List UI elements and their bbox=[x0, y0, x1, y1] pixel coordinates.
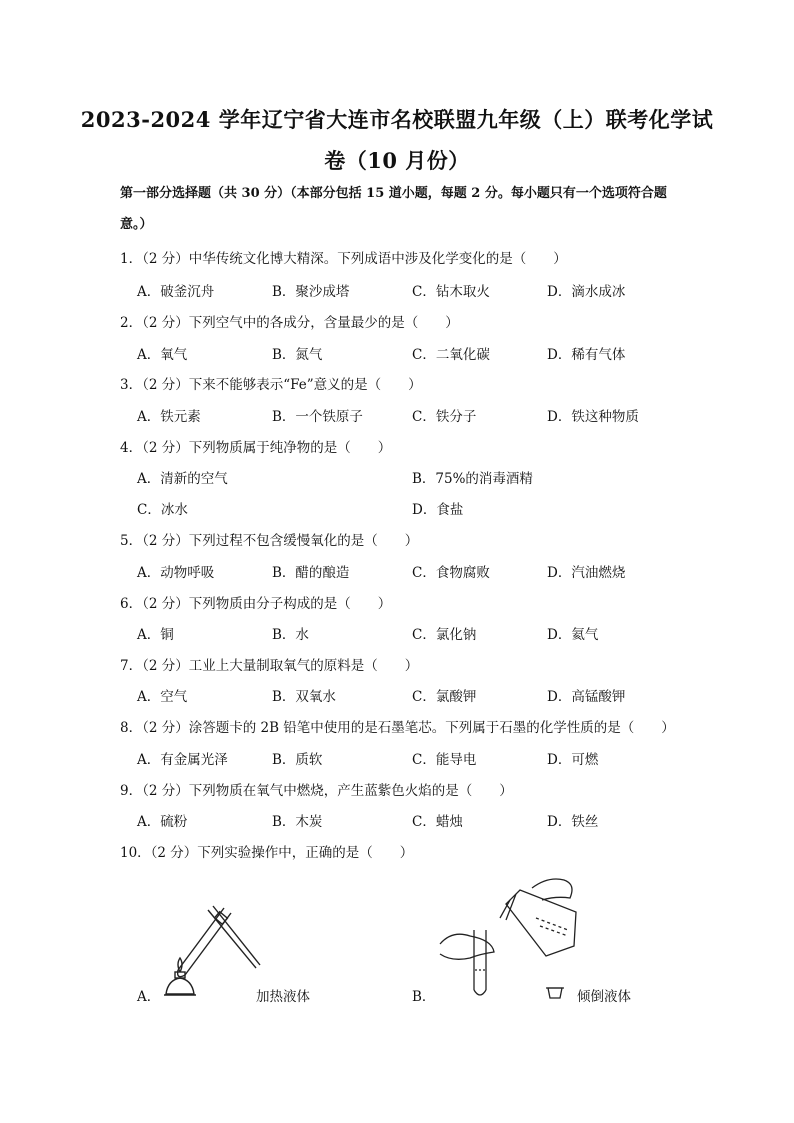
q3-option-d: D．铁这种物质 bbox=[547, 409, 639, 425]
heating-liquid-figure bbox=[158, 898, 268, 1002]
exam-title-line1: 2023-2024 学年辽宁省大连市名校联盟九年级（上）联考化学试 bbox=[80, 107, 714, 132]
pouring-liquid-figure bbox=[436, 874, 586, 1002]
question-4: 4．（2 分）下列物质属于纯净物的是（ ） bbox=[120, 440, 392, 456]
q1-option-a: A．破釜沉舟 bbox=[137, 284, 215, 300]
q1-option-b: B．聚沙成塔 bbox=[272, 284, 350, 300]
q6-option-d: D．氦气 bbox=[547, 627, 599, 643]
q1-option-d: D．滴水成冰 bbox=[547, 284, 626, 300]
question-10: 10．（2 分）下列实验操作中，正确的是（ ） bbox=[120, 845, 414, 861]
q3-option-b: B．一个铁原子 bbox=[272, 409, 363, 425]
q9-option-c: C．蜡烛 bbox=[412, 814, 463, 830]
q5-option-b: B．醋的酿造 bbox=[272, 565, 350, 581]
figure-caption-heating: 加热液体 bbox=[256, 989, 310, 1005]
q4-option-a: A．清新的空气 bbox=[137, 471, 228, 487]
q6-option-a: A．铜 bbox=[137, 627, 174, 643]
q7-option-c: C．氯酸钾 bbox=[412, 689, 477, 705]
q7-option-d: D．高锰酸钾 bbox=[547, 689, 626, 705]
q4-option-d: D．食盐 bbox=[412, 502, 464, 518]
q5-option-c: C．食物腐败 bbox=[412, 565, 490, 581]
q8-option-b: B．质软 bbox=[272, 752, 323, 768]
q7-option-b: B．双氧水 bbox=[272, 689, 336, 705]
q4-option-c: C．冰水 bbox=[137, 502, 188, 518]
q8-option-d: D．可燃 bbox=[547, 752, 599, 768]
q10-option-b: B． bbox=[412, 989, 436, 1005]
q5-option-d: D．汽油燃烧 bbox=[547, 565, 626, 581]
q8-option-a: A．有金属光泽 bbox=[137, 752, 228, 768]
q8-option-c: C．能导电 bbox=[412, 752, 477, 768]
q2-option-c: C．二氧化碳 bbox=[412, 347, 490, 363]
question-2: 2．（2 分）下列空气中的各成分，含量最少的是（ ） bbox=[120, 315, 459, 331]
q9-option-b: B．木炭 bbox=[272, 814, 323, 830]
section-instructions: 第一部分选择题（共 30 分）（本部分包括 15 道小题，每题 2 分。每小题只有一个选项符合题意。） bbox=[120, 186, 667, 232]
q3-option-c: C．铁分子 bbox=[412, 409, 477, 425]
question-8: 8．（2 分）涂答题卡的 2B 铅笔中使用的是石墨笔芯。下列属于石墨的化学性质的是（ ） bbox=[120, 720, 675, 736]
q6-option-b: B．水 bbox=[272, 627, 309, 643]
q10-option-a: A． bbox=[137, 989, 161, 1005]
q9-option-d: D．铁丝 bbox=[547, 814, 599, 830]
q1-option-c: C．钻木取火 bbox=[412, 284, 490, 300]
q6-option-c: C．氯化钠 bbox=[412, 627, 477, 643]
q9-option-a: A．硫粉 bbox=[137, 814, 188, 830]
q7-option-a: A．空气 bbox=[137, 689, 188, 705]
q5-option-a: A．动物呼吸 bbox=[137, 565, 215, 581]
question-5: 5．（2 分）下列过程不包含缓慢氧化的是（ ） bbox=[120, 533, 419, 549]
q4-option-b: B．75%的消毒酒精 bbox=[412, 471, 533, 487]
question-3: 3．（2 分）下来不能够表示“Fe”意义的是（ ） bbox=[120, 377, 422, 393]
q2-option-d: D．稀有气体 bbox=[547, 347, 626, 363]
q3-option-a: A．铁元素 bbox=[137, 409, 201, 425]
q2-option-b: B．氮气 bbox=[272, 347, 323, 363]
exam-title-line2: 卷（10 月份） bbox=[324, 148, 470, 173]
question-1: 1．（2 分）中华传统文化博大精深。下列成语中涉及化学变化的是（ ） bbox=[120, 251, 567, 267]
q2-option-a: A．氧气 bbox=[137, 347, 188, 363]
question-7: 7．（2 分）工业上大量制取氧气的原料是（ ） bbox=[120, 658, 419, 674]
figure-caption-pouring: 倾倒液体 bbox=[577, 989, 631, 1005]
question-6: 6．（2 分）下列物质由分子构成的是（ ） bbox=[120, 596, 392, 612]
question-9: 9．（2 分）下列物质在氧气中燃烧，产生蓝紫色火焰的是（ ） bbox=[120, 783, 513, 799]
